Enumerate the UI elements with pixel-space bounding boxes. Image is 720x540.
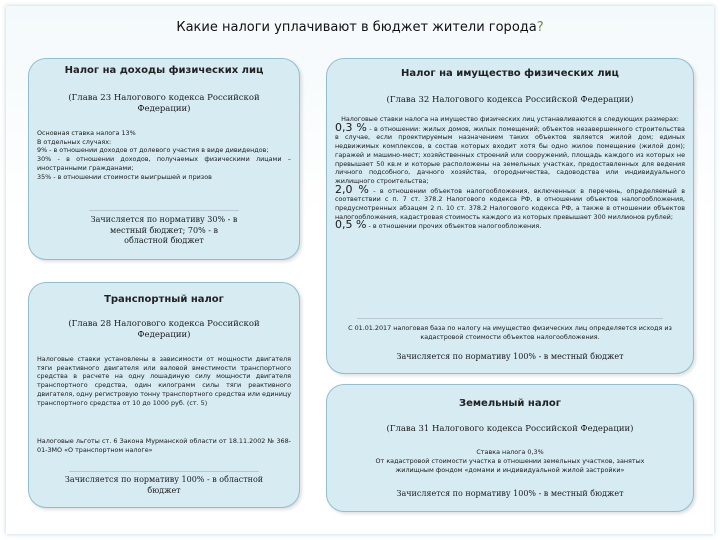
property-rate-value: 2,0 %: [335, 182, 369, 196]
income-rate-line: 9% - в отношении доходов от долевого участия в виде дивидендов;: [37, 146, 269, 155]
property-tax-rates: [335, 115, 685, 231]
transport-tax-chapter: (Глава 28 Налогового кодекса Российской Федерации): [68, 319, 260, 340]
property-tax-intro: Налоговые ставки налога на имущество физических лиц устанавливаются в следующих размерах:: [341, 115, 679, 123]
transport-tax-box: [28, 282, 300, 508]
income-tax-heading: Налог на доходы физических лиц: [64, 65, 264, 76]
land-tax-box: [326, 384, 694, 512]
land-tax-heading: Земельный налог: [458, 398, 561, 409]
land-tax-allocation: Зачисляется по нормативу 100% - в местный бюджет: [396, 489, 624, 498]
property-rate-text: - в отношении: жилых домов, жилых помещений; объектов незавершенного строительства в случае, если проектируемым назначением таких объектов является жилой дом; единых недвижимых комплексов, в состав которых входит хотя бы одно жилое помещение (жилой дом); гаражей и машино-мест; хозяйственных строений или сооружений, площадь каждого из которых не превышает 50 кв.м и которые расположены на земельных участках, предоставленных для ведения личного подсобного, дачного хозяйства, огородничества, садоводства или индивидуального жилищного строительства;: [335, 124, 685, 185]
divider: [89, 210, 239, 211]
divider: [69, 471, 259, 472]
land-tax-chapter: (Глава 31 Налогового кодекса Российской Федерации): [386, 424, 634, 434]
property-tax-heading: Налог на имущество физических лиц: [401, 68, 619, 79]
property-rate-text: - в отношении прочих объектов налогообложения.: [368, 222, 542, 231]
transport-tax-benefits: Налоговые льготы ст. 6 Закона Мурманской области от 18.11.2002 № 368-01-ЗМО «О транспортном налоге»: [37, 437, 291, 454]
property-rate-item: [335, 182, 685, 222]
property-tax-chapter: (Глава 32 Налогового кодекса Российской Федерации): [386, 95, 634, 105]
property-rate-text: - в отношении объектов налогообложения, включенных в перечень, определяемый в соответствии с п. 7 ст. 378.2 Налогового кодекса РФ, в отношении объектов налогообложения, предусмотренных абзацем 2 п. 10 ст. 378.2 Налогового кодекса РФ, а также в отношении объектов налогообложения, кадастровая стоимость каждого из которых превышает 300 миллионов рублей;: [335, 186, 685, 221]
property-rate-value: 0,5 %: [335, 218, 367, 232]
land-tax-rate: Ставка налога 0,3%: [476, 448, 544, 456]
transport-tax-allocation: Зачисляется по нормативу 100% - в областной бюджет: [64, 475, 264, 495]
income-rate-line: 35% - в отношении стоимости выигрышей и призов: [37, 172, 212, 181]
income-tax-box: [28, 58, 300, 260]
income-tax-chapter: (Глава 23 Налогового кодекса Российской Федерации): [68, 93, 260, 114]
land-tax-rate-description: От кадастровой стоимости участка в отношении земельных участков, занятых жилищным фондом «домами и индивидуальной жилой застройки»: [375, 457, 645, 474]
divider: [357, 318, 663, 319]
property-rate-value: 0,3 %: [335, 120, 367, 134]
income-tax-allocation: Зачисляется по нормативу 30% - в местный бюджет; 70% - в областной бюджет: [90, 215, 238, 245]
page-title: Какие налоги уплачивают в бюджет жители города?: [176, 20, 544, 35]
property-tax-box: [326, 58, 694, 374]
property-tax-allocation: Зачисляется по нормативу 100% - в местный бюджет: [396, 352, 624, 361]
income-rate-line: В отдельных случаях:: [37, 137, 112, 146]
income-rate-line: Основная ставка налога 13%: [37, 129, 136, 137]
property-rate-item: [335, 218, 685, 232]
transport-tax-rates: Налоговые ставки установлены в зависимости от мощности двигателя тяги реактивного двигателя или валовой вместимости транспортного средства в расчете на одну лошадиную силу мощности двигателя транспортного средства, один килограмм силы тяги реактивного двигателя, одну регистровую тонну транспортного средства или единицу транспортного средства от 10 до 1000 руб. (ст. 5): [37, 355, 291, 407]
income-tax-rates: [37, 129, 291, 181]
transport-tax-heading: Транспортный налог: [104, 294, 224, 305]
property-tax-base: С 01.01.2017 налоговая база по налогу на имущество физических лиц определяется исходя из кадастровой стоимости объектов налогообложения.: [348, 324, 672, 341]
property-rate-item: [335, 120, 685, 186]
income-rate-line: 30% - в отношении доходов, получаемых физическими лицами – иностранными гражданами;: [37, 155, 291, 172]
